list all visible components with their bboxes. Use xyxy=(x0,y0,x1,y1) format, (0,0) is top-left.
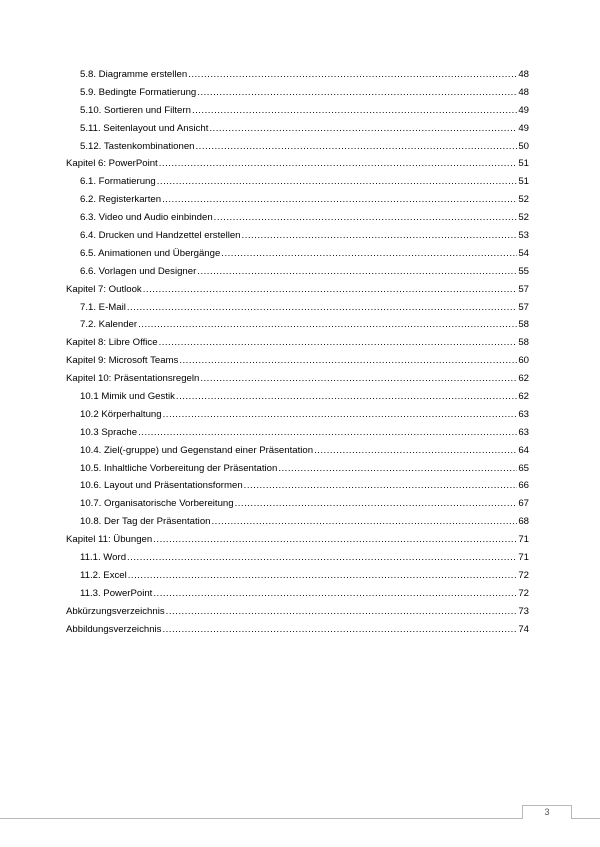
toc-entry-page: 51 xyxy=(518,158,529,170)
toc-entry-page: 62 xyxy=(518,391,529,403)
toc-entry-page: 57 xyxy=(518,283,529,295)
toc-entry-page: 71 xyxy=(518,534,529,546)
toc-entry[interactable] xyxy=(66,531,529,549)
toc-entry-page: 51 xyxy=(518,176,529,188)
toc-entry-label: 7.2. Kalender xyxy=(80,319,138,331)
toc-dot-leader xyxy=(196,138,518,156)
toc-entry[interactable] xyxy=(66,138,529,156)
toc-entry-label: 5.12. Tastenkombinationen xyxy=(80,140,195,152)
toc-entry-label: 6.1. Formatierung xyxy=(80,176,156,188)
toc-dot-leader xyxy=(179,352,517,370)
toc-entry-page: 52 xyxy=(518,194,529,206)
toc-dot-leader xyxy=(163,406,518,424)
toc-entry-label: 11.3. PowerPoint xyxy=(80,587,153,599)
toc-entry-page: 55 xyxy=(518,265,529,277)
toc-entry[interactable] xyxy=(66,460,529,478)
toc-entry[interactable] xyxy=(66,585,529,603)
toc-dot-leader xyxy=(244,477,518,495)
toc-dot-leader xyxy=(143,281,518,299)
toc-dot-leader xyxy=(153,531,517,549)
toc-entry-page: 48 xyxy=(518,69,529,80)
toc-entry-page: 58 xyxy=(518,319,529,331)
toc-entry-page: 63 xyxy=(518,408,529,420)
toc-entry[interactable] xyxy=(66,281,529,299)
toc-dot-leader xyxy=(159,155,518,173)
toc-entry-label: Abkürzungsverzeichnis xyxy=(66,605,165,617)
toc-entry-label: 10.4. Ziel(-gruppe) und Gegenstand einer Präsentation xyxy=(80,444,314,456)
toc-entry[interactable] xyxy=(66,442,529,460)
toc-entry[interactable] xyxy=(66,173,529,191)
page-number: 3 xyxy=(544,807,550,817)
toc-dot-leader xyxy=(197,263,517,281)
toc-entry-page: 48 xyxy=(518,86,529,98)
toc-entry[interactable] xyxy=(66,495,529,513)
toc-entry-page: 71 xyxy=(518,552,529,564)
toc-entry-label: 5.11. Seitenlayout und Ansicht xyxy=(80,122,209,134)
toc-entry-page: 62 xyxy=(518,373,529,385)
toc-entry-page: 72 xyxy=(518,587,529,599)
toc-entry-label: Kapitel 9: Microsoft Teams xyxy=(66,355,179,367)
toc-dot-leader xyxy=(162,191,517,209)
toc-entry-page: 53 xyxy=(518,230,529,242)
toc-entry-label: 10.3 Sprache xyxy=(80,426,138,438)
toc-entry-page: 66 xyxy=(518,480,529,492)
toc-dot-leader xyxy=(128,567,518,585)
toc-entry-page: 73 xyxy=(518,605,529,617)
toc-dot-leader xyxy=(162,621,517,639)
toc-entry-label: 7.1. E-Mail xyxy=(80,301,126,313)
toc-entry-page: 60 xyxy=(518,355,529,367)
toc-entry[interactable] xyxy=(66,191,529,209)
toc-entry-label: Kapitel 8: Libre Office xyxy=(66,337,158,349)
toc-entry-label: 5.10. Sortieren und Filtern xyxy=(80,104,191,116)
toc-dot-leader xyxy=(192,102,517,120)
toc-entry-label: 10.6. Layout und Präsentationsformen xyxy=(80,480,243,492)
toc-dot-leader xyxy=(159,334,518,352)
toc-entry-label: 11.1. Word xyxy=(80,552,127,564)
toc-dot-leader xyxy=(127,299,517,317)
toc-entry[interactable] xyxy=(66,209,529,227)
toc-entry[interactable] xyxy=(66,549,529,567)
toc-entry[interactable] xyxy=(66,245,529,263)
toc-dot-leader xyxy=(157,173,518,191)
page-number-box xyxy=(522,805,572,819)
toc-entry[interactable] xyxy=(66,155,529,173)
toc-entry-page: 52 xyxy=(518,212,529,224)
toc-dot-leader xyxy=(127,549,517,567)
toc-dot-leader xyxy=(221,245,517,263)
toc-dot-leader xyxy=(153,585,517,603)
toc-entry-label: 10.1 Mimik und Gestik xyxy=(80,391,175,403)
toc-entry-page: 64 xyxy=(518,444,529,456)
toc-entry[interactable] xyxy=(66,388,529,406)
toc-entry-label: 10.7. Organisatorische Vorbereitung xyxy=(80,498,234,510)
toc-entry-page: 68 xyxy=(518,516,529,528)
toc-dot-leader xyxy=(188,66,517,84)
toc-dot-leader xyxy=(138,424,517,442)
toc-entry-label: 5.8. Diagramme erstellen xyxy=(80,69,188,80)
toc-entry-page: 67 xyxy=(518,498,529,510)
toc-entry[interactable] xyxy=(66,84,529,102)
toc-entry-page: 72 xyxy=(518,569,529,581)
table-of-contents xyxy=(66,66,529,639)
toc-entry-page: 65 xyxy=(518,462,529,474)
toc-entry-label: 10.2 Körperhaltung xyxy=(80,408,162,420)
toc-entry-page: 74 xyxy=(518,623,529,635)
toc-entry-page: 49 xyxy=(518,122,529,134)
toc-entry-label: 6.2. Registerkarten xyxy=(80,194,162,206)
toc-dot-leader xyxy=(176,388,517,406)
toc-entry[interactable] xyxy=(66,66,529,84)
toc-dot-leader xyxy=(138,316,517,334)
toc-entry[interactable] xyxy=(66,424,529,442)
toc-entry-label: Kapitel 10: Präsentationsregeln xyxy=(66,373,200,385)
toc-dot-leader xyxy=(212,513,518,531)
toc-entry-label: 6.6. Vorlagen und Designer xyxy=(80,265,197,277)
toc-entry[interactable] xyxy=(66,120,529,138)
toc-entry-page: 50 xyxy=(518,140,529,152)
toc-entry-label: 6.5. Animationen und Übergänge xyxy=(80,247,221,259)
toc-dot-leader xyxy=(200,370,517,388)
toc-entry-label: Kapitel 7: Outlook xyxy=(66,283,142,295)
toc-dot-leader xyxy=(166,603,518,621)
toc-entry[interactable] xyxy=(66,299,529,317)
toc-entry[interactable] xyxy=(66,513,529,531)
toc-dot-leader xyxy=(278,460,517,478)
toc-entry-label: 10.5. Inhaltliche Vorbereitung der Präsentation xyxy=(80,462,278,474)
toc-dot-leader xyxy=(235,495,518,513)
toc-entry-label: Kapitel 6: PowerPoint xyxy=(66,158,158,170)
toc-dot-leader xyxy=(242,227,518,245)
toc-entry-page: 57 xyxy=(518,301,529,313)
toc-entry[interactable] xyxy=(66,227,529,245)
toc-entry-label: Kapitel 11: Übungen xyxy=(66,534,153,546)
toc-dot-leader xyxy=(209,120,517,138)
toc-entry-label: 6.4. Drucken und Handzettel erstellen xyxy=(80,230,241,242)
toc-entry[interactable] xyxy=(66,316,529,334)
toc-entry-page: 49 xyxy=(518,104,529,116)
toc-entry-label: 11.2. Excel xyxy=(80,569,127,581)
toc-entry[interactable] xyxy=(66,621,529,639)
toc-entry-label: 6.3. Video und Audio einbinden xyxy=(80,212,213,224)
toc-dot-leader xyxy=(197,84,517,102)
toc-entry[interactable] xyxy=(66,567,529,585)
toc-entry[interactable] xyxy=(66,603,529,621)
toc-entry[interactable] xyxy=(66,370,529,388)
toc-entry[interactable] xyxy=(66,406,529,424)
toc-entry[interactable] xyxy=(66,334,529,352)
toc-dot-leader xyxy=(314,442,517,460)
toc-dot-leader xyxy=(214,209,518,227)
toc-entry-page: 58 xyxy=(518,337,529,349)
toc-entry-label: 5.9. Bedingte Formatierung xyxy=(80,86,197,98)
toc-entry-label: Abbildungsverzeichnis xyxy=(66,623,162,635)
toc-entry-page: 54 xyxy=(518,247,529,259)
toc-entry-label: 10.8. Der Tag der Präsentation xyxy=(80,516,211,528)
toc-entry[interactable] xyxy=(66,352,529,370)
toc-entry[interactable] xyxy=(66,102,529,120)
toc-entry[interactable] xyxy=(66,477,529,495)
toc-entry-page: 63 xyxy=(518,426,529,438)
toc-entry[interactable] xyxy=(66,263,529,281)
footer-rule xyxy=(0,818,600,819)
